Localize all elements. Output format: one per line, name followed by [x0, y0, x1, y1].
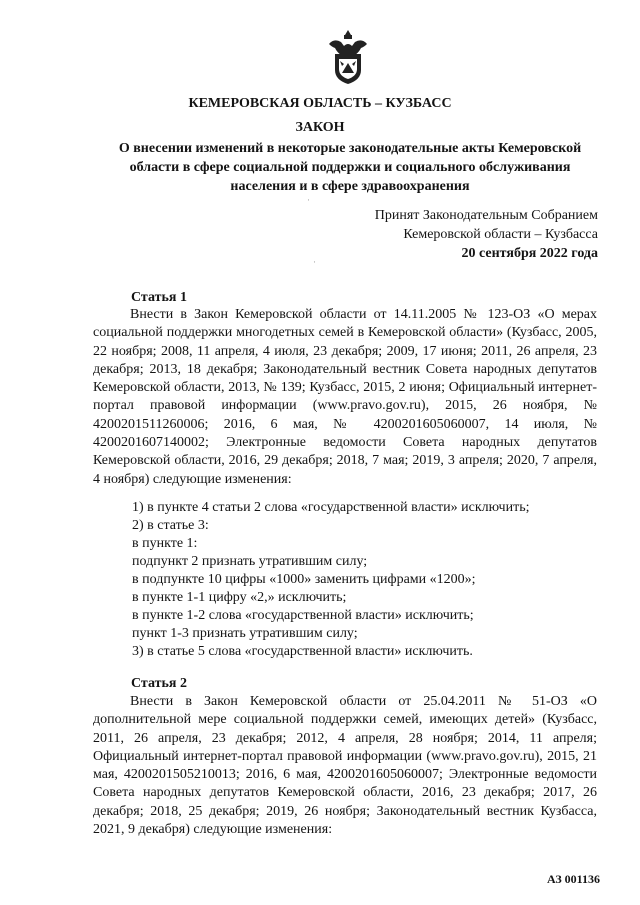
article-1-item: в пункте 1-2 слова «государственной власти» исключить; [132, 608, 474, 623]
article-1-item: 1) в пункте 4 статьи 2 слова «государственной власти» исключить; [132, 500, 530, 515]
article-1-intro: Внести в Закон Кемеровской области от 14.11.2005 № 123-ОЗ «О мерах социальной поддержки многодетных семей в Кемеровской области» (Кузбасс, 2005, 22 ноября; 2008, 11 апреля, 4 июля, 23 декабря; 2009, 17 июня; 2011, 26 апреля, 23 декабря; 2013, 18 декабря; Законодательный вестник Совета народных депутатов Кемеровской области, 2013, № 139; Кузбасс, 2015, 2 июня; Официальный интернет-портал правовой информации (www.pravo.gov.ru), 2015, 26 ноября, № 4200201511260006; 2016, 6 мая, № 4200201605060007, 14 июля, № 4200201607140002; Электронные ведомости Совета народных депутатов Кемеровской области, 2016, 29 декабря; 2018, 7 мая; 2019, 3 апреля; 2020, 7 апреля, 4 ноября) следующие изменения: [93, 307, 597, 487]
article-1-item: 2) в статье 3: [132, 518, 209, 533]
article-2-intro: Внести в Закон Кемеровской области от 25.04.2011 № 51-ОЗ «О дополнительной мере социальной поддержки семей, имеющих детей» (Кузбасс, 2011, 26 апреля, 23 декабря; 2012, 4 апреля, 28 ноября; 2014, 11 апреля; Официальный интернет-портал правовой информации (www.pravo.gov.ru), 2015, 21 мая, 4200201505210013; 2016, 6 мая, 4200201605060007; Электронные ведомости Совета народных депутатов Кемеровской области, 2016, 23 декабря; 2017, 26 декабря; 2018, 25 декабря; 2019, 26 ноября; Законодательный вестник Кузбасса, 2021, 9 декабря) следующие изменения: [93, 694, 597, 838]
document-type: ЗАКОН [295, 120, 345, 135]
article-1-item: в пункте 1-1 цифру «2,» исключить; [132, 590, 347, 605]
article-1-item: пункт 1-3 признать утратившим силу; [132, 626, 358, 641]
scan-speck: · [307, 195, 310, 205]
adopted-line-1: Принят Законодательным Собранием [374, 208, 598, 223]
coat-of-arms-emblem [325, 28, 371, 86]
document-title: О внесении изменений в некоторые законодательные акты Кемеровской области в сфере социальной поддержки и социального обслуживания населения и в сфере здравоохранения [118, 141, 582, 194]
region-name: КЕМЕРОВСКАЯ ОБЛАСТЬ – КУЗБАСС [188, 96, 452, 111]
article-1-item: в подпункте 10 цифры «1000» заменить цифрами «1200»; [132, 572, 476, 587]
adopted-line-2: Кемеровской области – Кузбасса [403, 227, 598, 242]
article-2-heading: Статья 2 [131, 676, 187, 691]
scan-speck: · [313, 257, 316, 267]
article-1-item: подпункт 2 признать утратившим силу; [132, 554, 368, 569]
article-1-item: 3) в статье 5 слова «государственной власти» исключить. [132, 644, 473, 659]
article-1-heading: Статья 1 [131, 290, 187, 305]
article-1-item: в пункте 1: [132, 536, 198, 551]
adoption-block [375, 206, 598, 263]
serial-number: АЗ 001136 [546, 872, 600, 886]
adopted-date: 20 сентября 2022 года [461, 246, 598, 261]
